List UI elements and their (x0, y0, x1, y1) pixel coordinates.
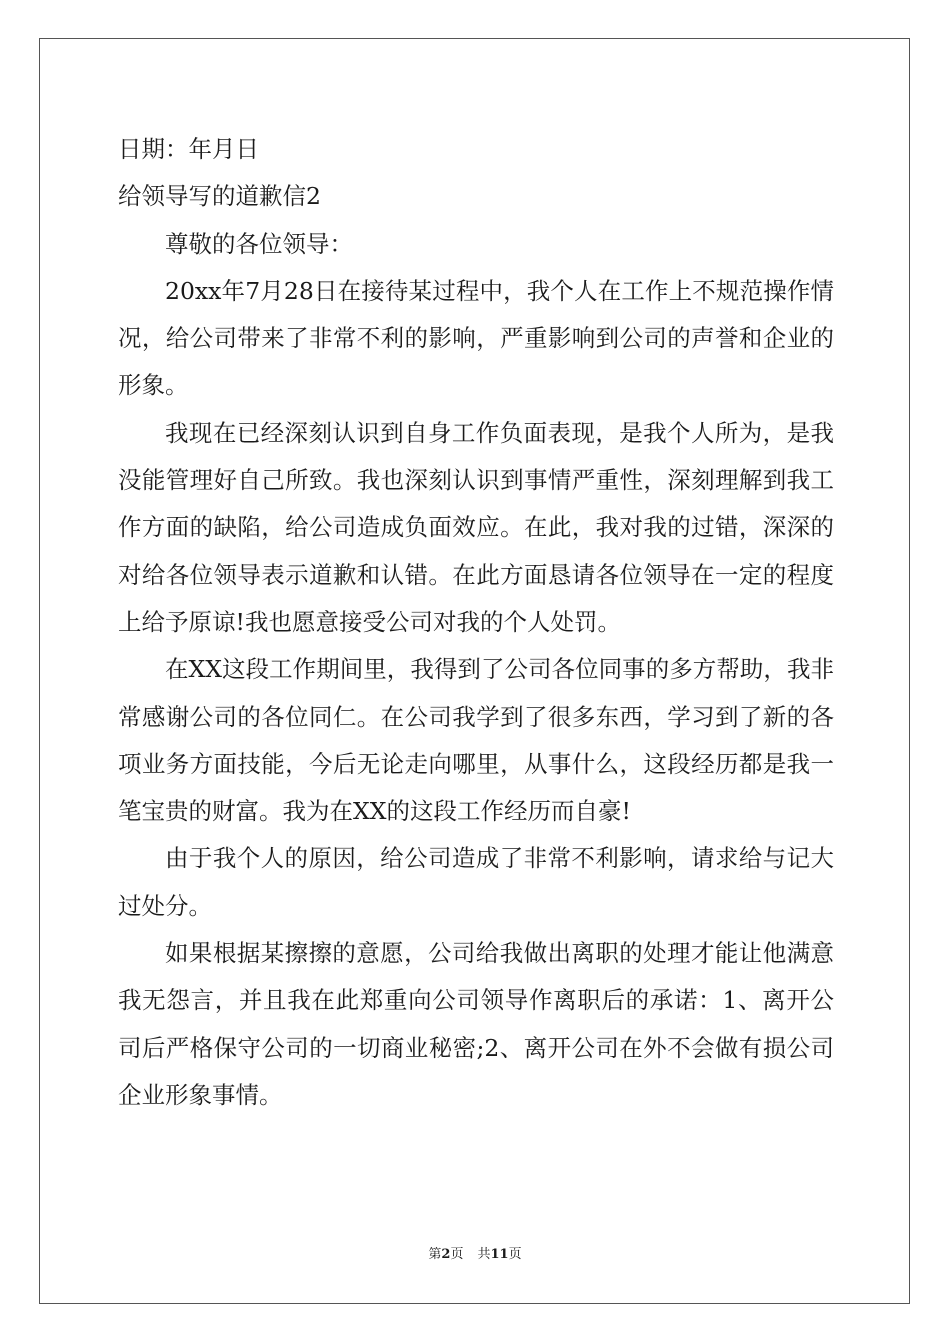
page-footer (0, 1246, 950, 1264)
page-current: 2 (441, 1247, 451, 1262)
page-unit: 页 (450, 1247, 464, 1262)
paragraph-4: 由于我个人的原因，给公司造成了非常不利影响，请求给与记大过处分。 (118, 844, 834, 920)
letter-body (118, 126, 834, 1119)
page-total: 11 (490, 1247, 509, 1262)
paragraph-1: 20xx年7月28日在接待某过程中，我个人在工作上不规范操作情况，给公司带来了非常不利的影响，严重影响到公司的声誉和企业的形象。 (118, 276, 834, 400)
page-prefix: 第 (428, 1247, 442, 1262)
total-unit: 页 (508, 1247, 522, 1262)
paragraph-2: 我现在已经深刻认识到自身工作负面表现，是我个人所为，是我没能管理好自己所致。我也深刻认识到事情严重性，深刻理解到我工作方面的缺陷，给公司造成负面效应。在此，我对我的过错，深深的对给各位领导表示道歉和认错。在此方面恳请各位领导在一定的程度上给予原谅!我也愿意接受公司对我的个人处罚。 (118, 418, 834, 636)
paragraph-5: 如果根据某擦擦的意愿，公司给我做出离职的处理才能让他满意我无怨言，并且我在此郑重向公司领导作离职后的承诺：1、离开公司后严格保守公司的一切商业秘密;2、离开公司在外不会做有损公司企业形象事情。 (118, 939, 834, 1109)
paragraph-3: 在XX这段工作期间里，我得到了公司各位同事的多方帮助，我非常感谢公司的各位同仁。在公司我学到了很多东西，学习到了新的各项业务方面技能，今后无论走向哪里，从事什么，这段经历都是我一笔宝贵的财富。我为在XX的这段工作经历而自豪! (118, 655, 834, 826)
salutation: 尊敬的各位领导： (165, 229, 353, 258)
total-prefix: 共 (477, 1247, 491, 1262)
letter-title: 给领导写的道歉信2 (118, 182, 321, 211)
date-line: 日期：年月日 (118, 135, 259, 163)
